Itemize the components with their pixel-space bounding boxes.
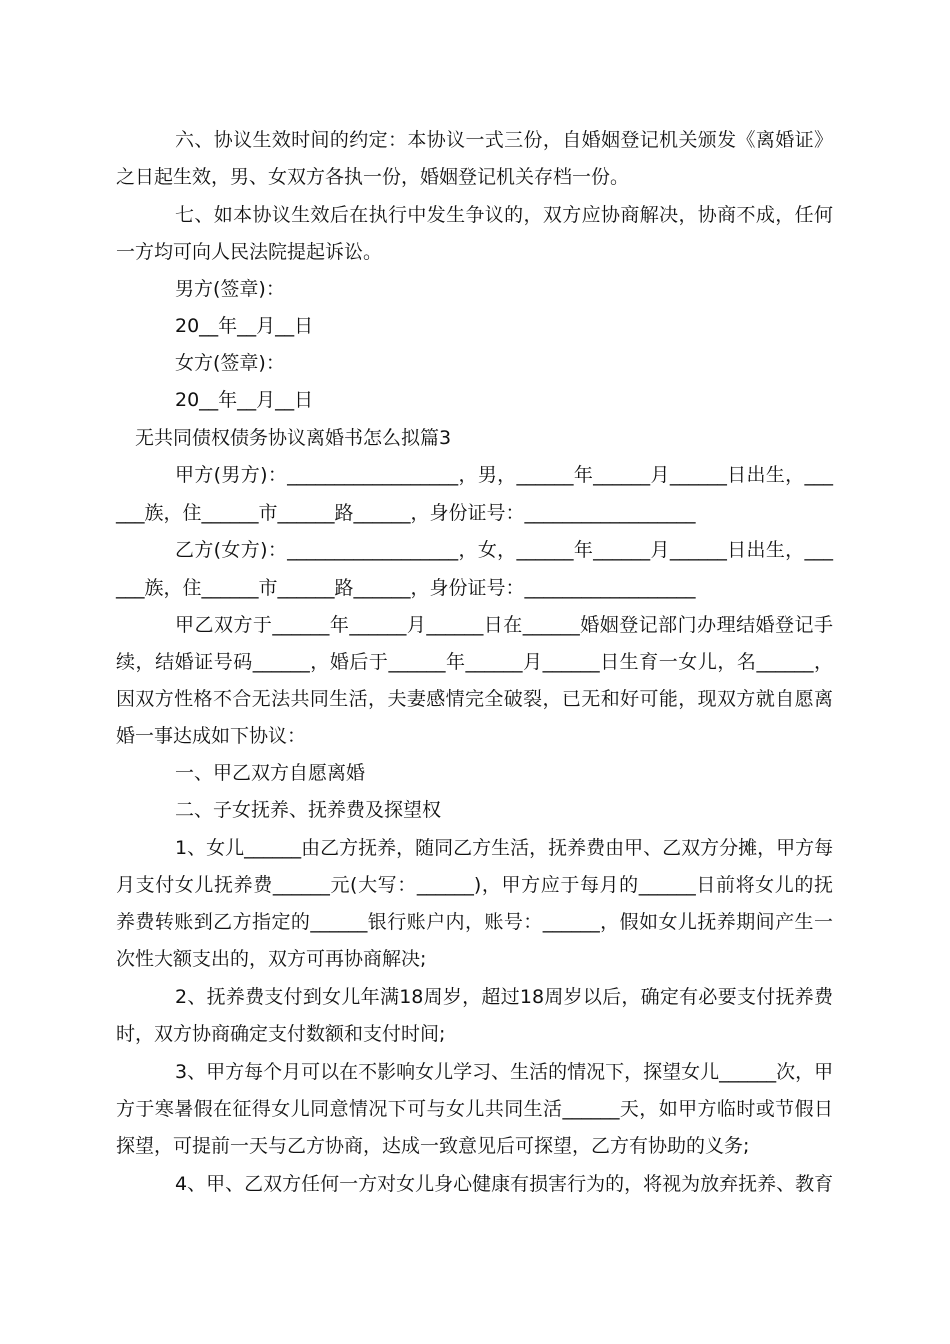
marriage-paragraph-line-4: 婚一事达成如下协议： [116,725,307,747]
item-3-line-3: 探望，可提前一天与乙方协商，达成一致意见后可探望，乙方有协助的义务; [116,1135,750,1157]
party-a-line-2: ___族，住______市______路______，身份证号：__________________ [116,502,696,524]
item-4-line-1: 4、甲、乙双方任何一方对女儿身心健康有损害行为的，将视为放弃抚养、教育 [175,1173,834,1195]
item-3-line-1: 3、甲方每个月可以在不影响女儿学习、生活的情况下，探望女儿______次，甲 [175,1061,834,1083]
item-1-line-3: 养费转账到乙方指定的______银行账户内，账号：______，假如女儿抚养期间产生一 [116,911,833,933]
clause-2: 二、子女抚养、抚养费及探望权 [175,799,442,821]
section-title: 无共同债权债务协议离婚书怎么拟篇3 [135,427,452,449]
paragraph-6-line-1: 六、协议生效时间的约定：本协议一式三份，自婚姻登记机关颁发《离婚证》 [175,129,833,151]
paragraph-6-line-2: 之日起生效，男、女双方各执一份，婚姻登记机关存档一份。 [116,166,630,188]
party-b-line-1: 乙方(女方)：__________________，女，______年______月______日出生，___ [175,539,833,561]
marriage-paragraph-line-3: 因双方性格不合无法共同生活，夫妻感情完全破裂，已无和好可能，现双方就自愿离 [116,688,833,710]
item-1-line-2: 月支付女儿抚养费______元(大写：______)，甲方应于每月的______日前将女儿的抚 [116,874,833,896]
paragraph-7-line-1: 七、如本协议生效后在执行中发生争议的，双方应协商解决，协商不成，任何 [175,204,833,226]
marriage-paragraph-line-2: 续，结婚证号码______，婚后于______年______月______日生育一女儿，名______， [116,651,833,673]
item-2-line-1: 2、抚养费支付到女儿年满18周岁，超过18周岁以后，确定有必要支付抚养费 [175,986,833,1008]
party-a-line-1: 甲方(男方)：__________________，男，______年______月______日出生，___ [175,464,833,486]
clause-1: 一、甲乙双方自愿离婚 [175,762,366,784]
item-1-line-1: 1、女儿______由乙方抚养，随同乙方生活，抚养费由甲、乙双方分摊，甲方每 [175,837,834,859]
item-3-line-2: 方于寒暑假在征得女儿同意情况下可与女儿共同生活______天，如甲方临时或节假日 [116,1098,833,1120]
male-signature-date: 20__年__月__日 [175,315,314,337]
female-signature-label: 女方(签章)： [175,352,285,374]
item-2-line-2: 时，双方协商确定支付数额和支付时间; [116,1023,446,1045]
party-b-line-2: ___族，住______市______路______，身份证号：__________________ [116,577,696,599]
paragraph-7-line-2: 一方均可向人民法院提起诉讼。 [116,241,383,263]
marriage-paragraph-line-1: 甲乙双方于______年______月______日在______婚姻登记部门办理结婚登记手 [175,614,833,636]
male-signature-label: 男方(签章)： [175,278,285,300]
item-1-line-4: 次性大额支出的，双方可再协商解决; [116,948,427,970]
female-signature-date: 20__年__月__日 [175,389,314,411]
